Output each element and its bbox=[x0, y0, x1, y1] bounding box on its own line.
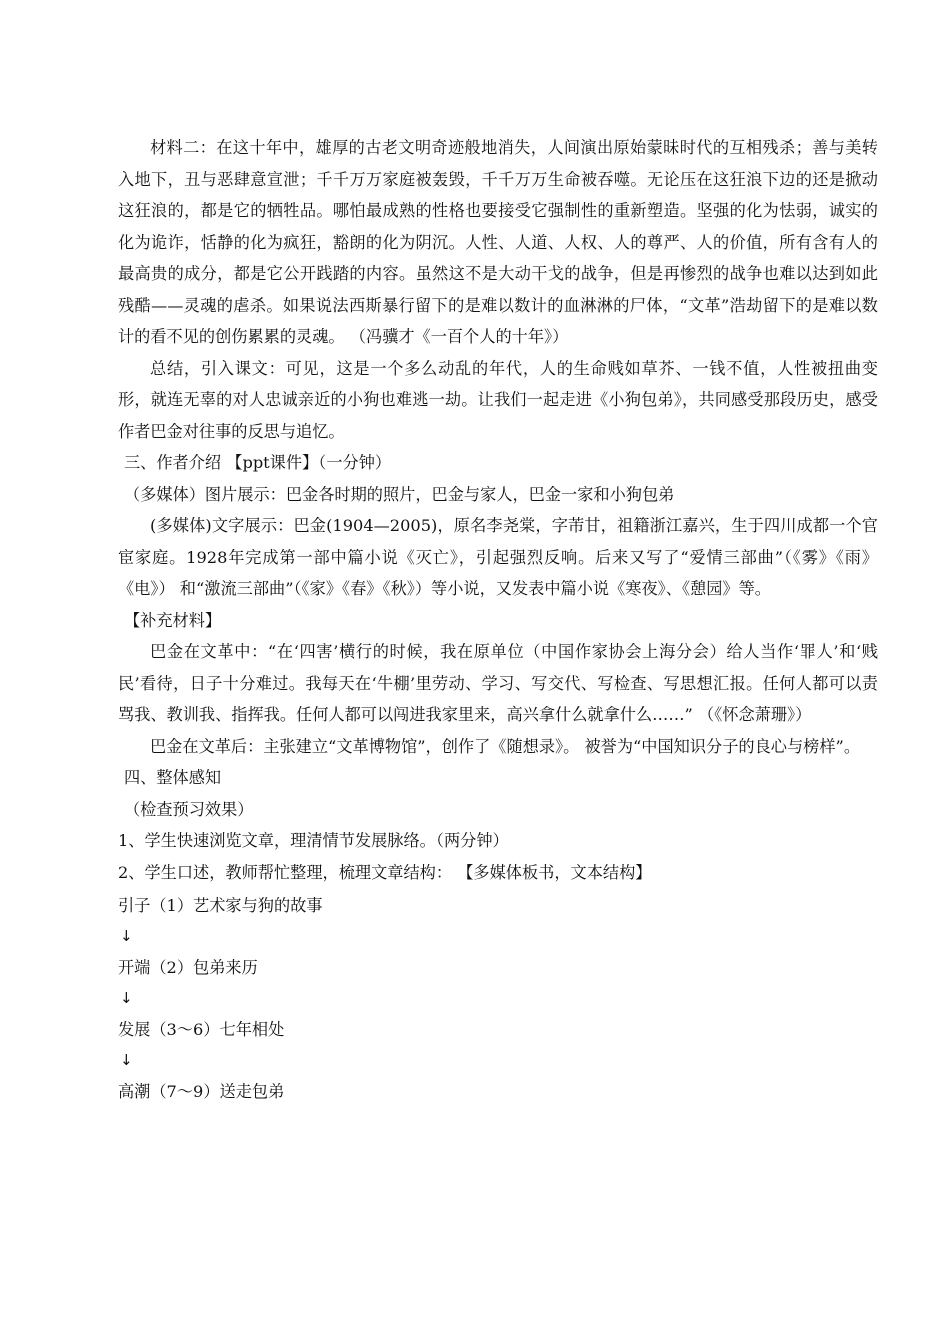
down-arrow-icon: ↓ bbox=[120, 1051, 133, 1069]
structure-item-intro: 引子（1）艺术家与狗的故事 bbox=[118, 896, 323, 915]
down-arrow-icon: ↓ bbox=[120, 927, 133, 945]
document-body bbox=[118, 132, 878, 1107]
check-preview-line: （检查预习效果） bbox=[124, 799, 254, 819]
step-one-line: 1、学生快速浏览文章，理清情节发展脉络。（两分钟） bbox=[118, 831, 509, 850]
step-two-line: 2、学生口述，教师帮忙整理，梳理文章结构： 【多媒体板书，文本结构】 bbox=[118, 862, 652, 882]
media-images-line: （多媒体）图片展示：巴金各时期的照片，巴金与家人，巴金一家和小狗包弟 bbox=[124, 484, 675, 504]
section-three-heading: 三、作者介绍 【ppt课件】（一分钟） bbox=[124, 453, 392, 472]
structure-item-development: 发展（3～6）七年相处 bbox=[118, 1020, 285, 1039]
section-four-heading: 四、整体感知 bbox=[124, 768, 222, 787]
structure-item-beginning: 开端（2）包弟来历 bbox=[118, 958, 258, 977]
material-two-paragraph: 材料二：在这十年中，雄厚的古老文明奇迹般地消失，人间演出原始蒙昧时代的互相残杀；善与美转入地下，丑与恶肆意宣泄；千千万万家庭被轰毁，千千万万生命被吞噬。无论压在这狂浪下边的还是掀动这狂浪的，都是它的牺牲品。哪怕最成熟的性格也要接受它强制性的重新塑造。坚强的化为怯弱，诚实的化为诡诈，恬静的化为疯狂，豁朗的化为阴沉。人性、人道、人权、人的尊严、人的价值，所有含有人的最高贵的成分，都是它公开践踏的内容。虽然这不是大动干戈的战争，但是再惨烈的战争也难以达到如此残酷——灵魂的虐杀。如果说法西斯暴行留下的是难以数计的血淋淋的尸体，“文革”浩劫留下的是难以数计的看不见的创伤累累的灵魂。 （冯骥才《一百个人的十年》） bbox=[118, 138, 878, 346]
supplement-after-paragraph: 巴金在文革后：主张建立“文革博物馆”，创作了《随想录》。 被誉为“中国知识分子的良心与榜样”。 bbox=[150, 736, 861, 756]
media-text-paragraph: (多媒体)文字展示：巴金(1904—2005)，原名李尧棠，字芾甘，祖籍浙江嘉兴，生于四川成都一个官宦家庭。1928年完成第一部中篇小说《灭亡》，引起强烈反响。后来又写了“爱情三部曲”（《雾》《雨》《电》） 和“激流三部曲”（《家》《春》《秋》）等小说，又发表中篇小说《寒夜》、《憩园》等。 bbox=[118, 516, 878, 598]
structure-item-climax: 高潮（7～9）送走包弟 bbox=[118, 1082, 285, 1101]
down-arrow-icon: ↓ bbox=[120, 989, 133, 1007]
supplement-during-paragraph: 巴金在文革中：“在‘四害’横行的时候，我在原单位（中国作家协会上海分会）给人当作‘罪人’和‘贱民’看待，日子十分难过。我每天在‘牛棚’里劳动、学习、写交代、写检查、写思想汇报。任何人都可以责骂我、教训我、指挥我。任何人都可以闯进我家里来，高兴拿什么就拿什么……” （《怀念萧珊》） bbox=[118, 642, 878, 724]
summary-paragraph: 总结，引入课文：可见，这是一个多么动乱的年代，人的生命贱如草芥、一钱不值，人性被扭曲变形，就连无辜的对人忠诚亲近的小狗也难逃一劫。让我们一起走进《小狗包弟》，共同感受那段历史，感受作者巴金对往事的反思与追忆。 bbox=[118, 358, 878, 441]
supplement-heading: 【补充材料】 bbox=[124, 610, 222, 630]
text-structure-outline bbox=[118, 890, 878, 1107]
